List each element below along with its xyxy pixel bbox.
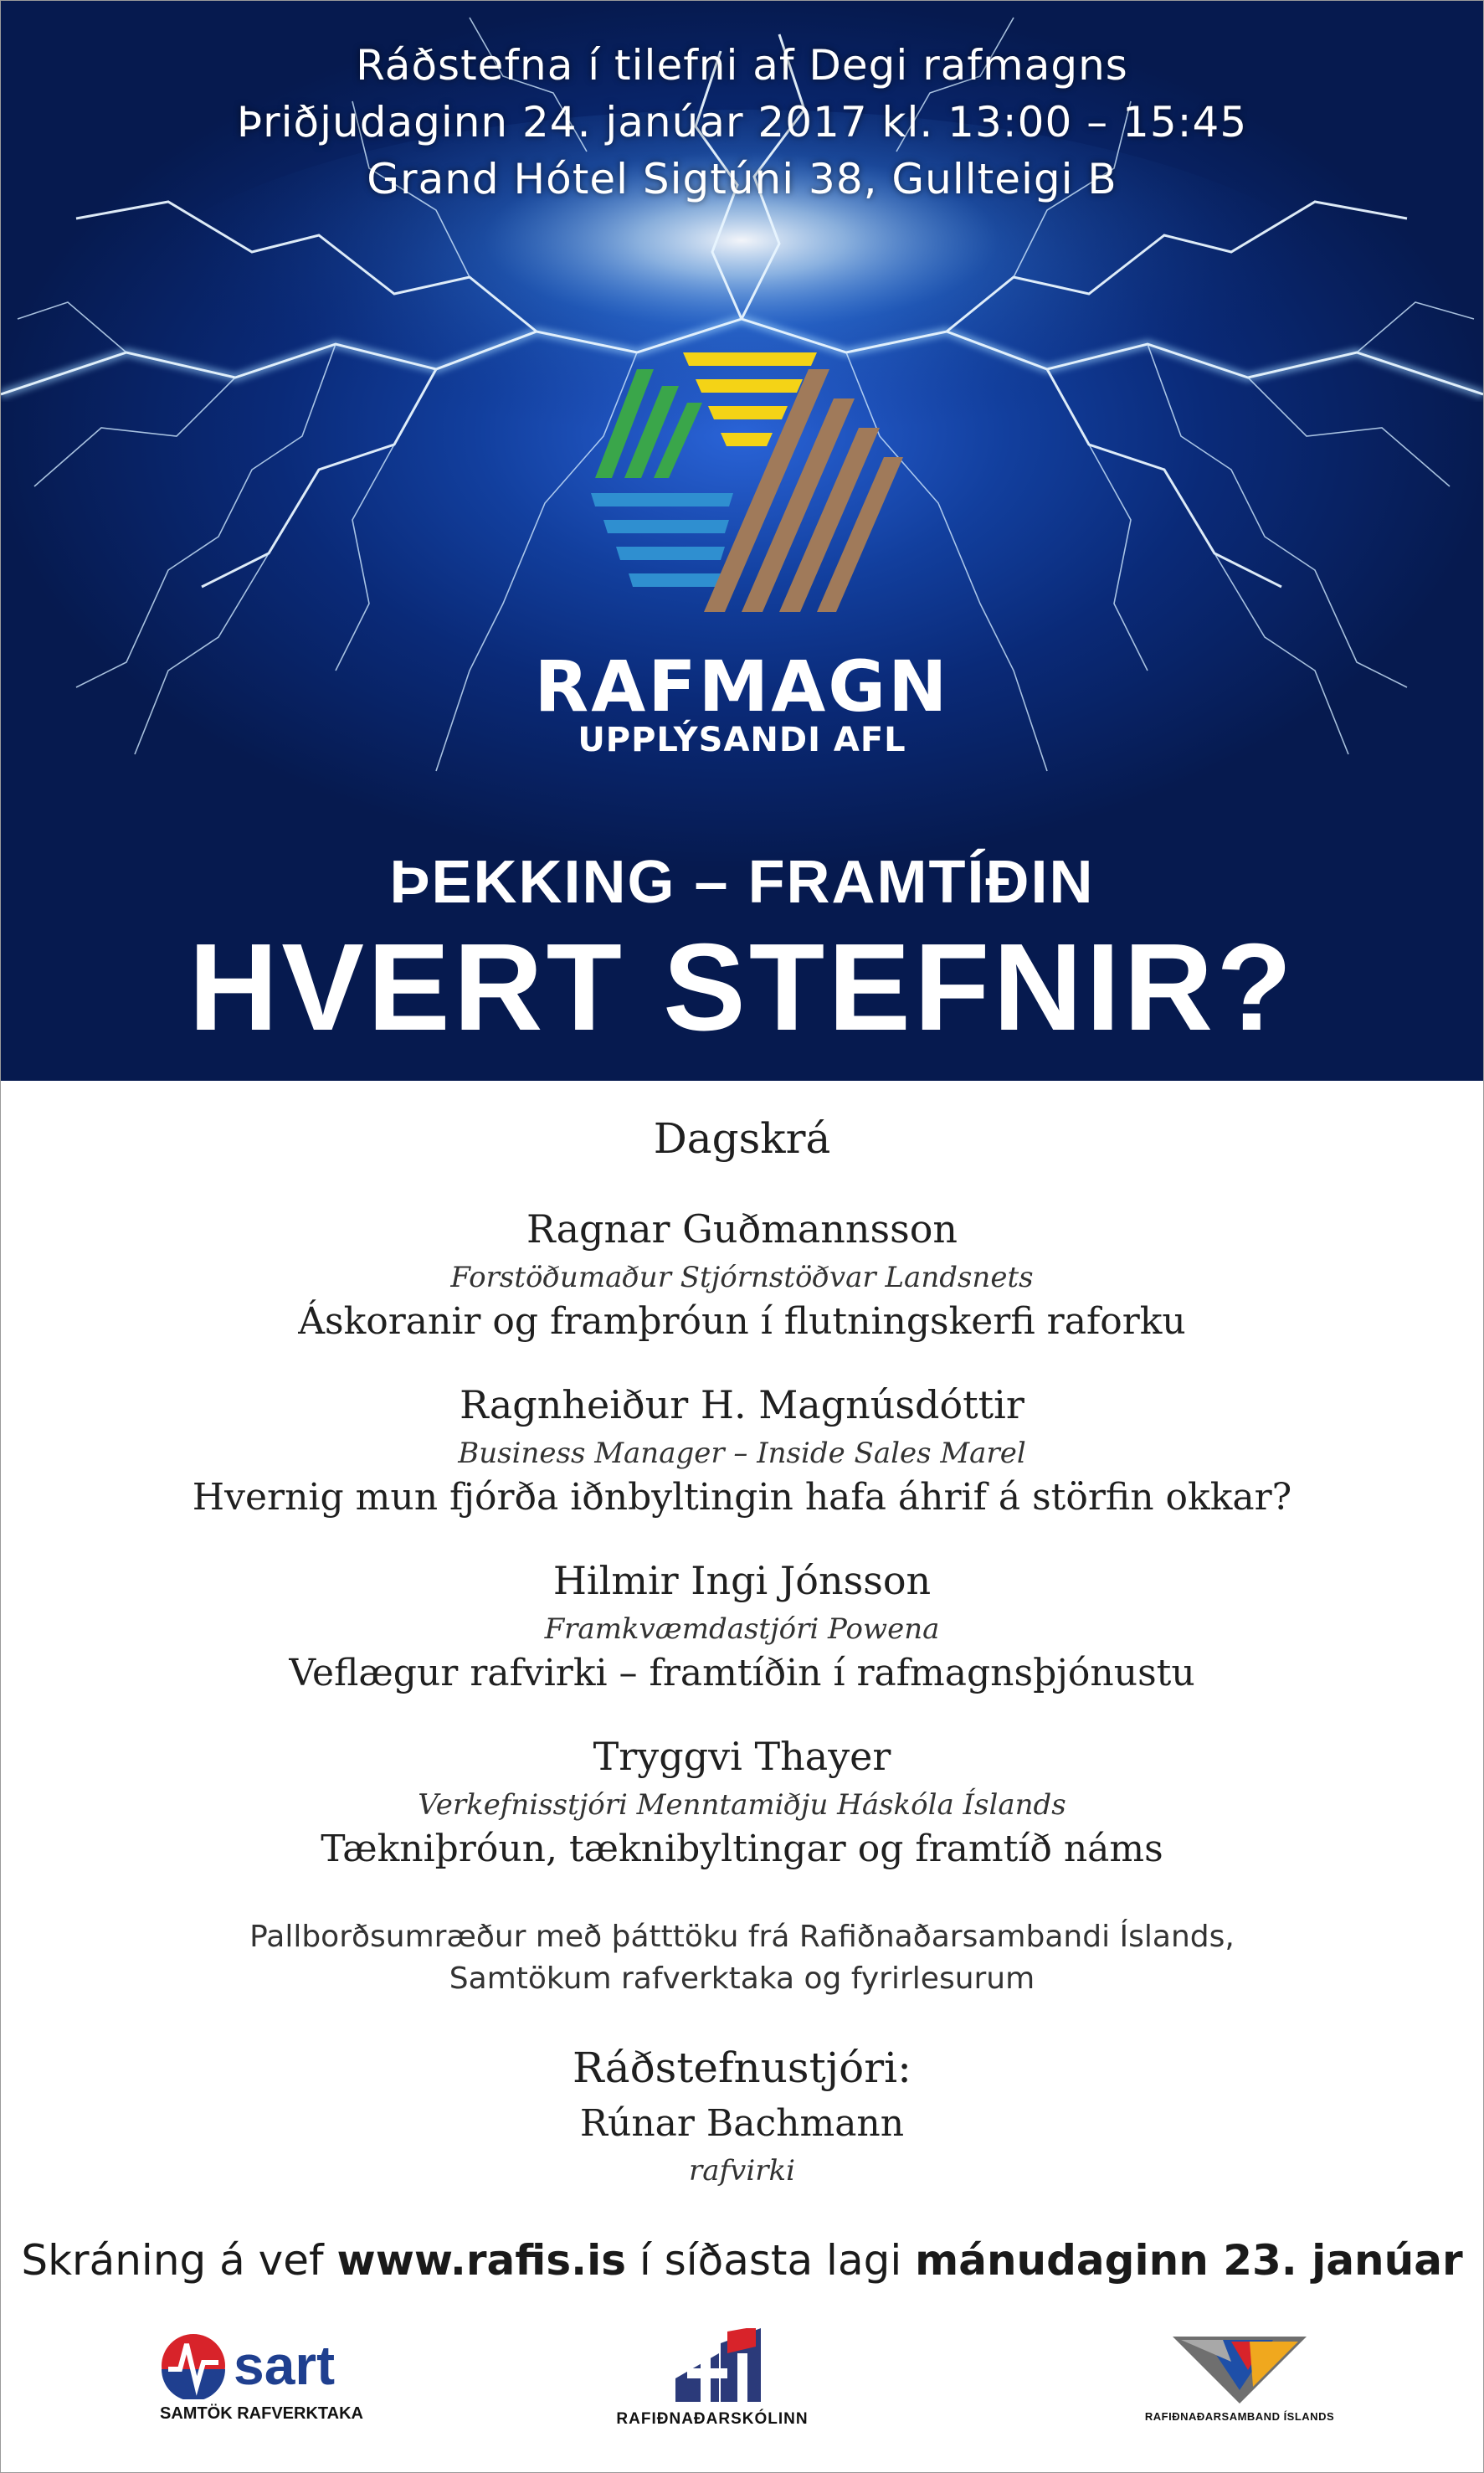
speaker-name: Tryggvi Thayer: [593, 1734, 891, 1779]
sart-wordmark: sart: [234, 2334, 336, 2396]
union-emblem-icon: [1173, 2337, 1307, 2404]
sart-logo: [160, 2332, 377, 2424]
brand-tagline: UPPLÝSANDI AFL: [578, 721, 906, 759]
hero-banner: [1, 1, 1483, 1081]
event-date: Þriðjudaginn 24. janúar 2017 kl. 13:00 – 15:45: [236, 98, 1248, 147]
chair-label: Ráðstefnustjóri:: [572, 2044, 912, 2092]
speaker-topic: Tækniþróun, tæknibyltingar og framtíð náms: [321, 1828, 1163, 1870]
union-logo: [1122, 2337, 1357, 2429]
speaker-name: Ragnar Guðmannsson: [526, 1206, 958, 1252]
chair-name: Rúnar Bachmann: [579, 2102, 905, 2145]
speaker-role: Verkefnisstjóri Menntamiðju Háskóla Íslands: [418, 1788, 1066, 1822]
headline-subtitle: ÞEKKING – FRAMTÍÐIN: [389, 849, 1095, 916]
agenda-title: Dagskrá: [653, 1114, 831, 1163]
registration-text: Skráning á vef: [21, 2236, 337, 2285]
speaker-role: Business Manager – Inside Sales Marel: [458, 1437, 1026, 1470]
event-title: Ráðstefna í tilefni af Degi rafmagns: [356, 41, 1128, 90]
speaker-topic: Veflægur rafvirki – framtíðin í rafmagnsþjónustu: [289, 1652, 1195, 1694]
speaker-role: Framkvæmdastjóri Powena: [544, 1612, 940, 1646]
school-caption: RAFIÐNAÐARSKÓLINN: [616, 2410, 809, 2428]
speaker-name: Hilmir Ingi Jónsson: [552, 1558, 932, 1603]
logo-blue-bars: [591, 493, 733, 587]
rafmagn-logo-icon: [587, 336, 905, 620]
school-logo: [603, 2328, 821, 2429]
registration-notice: [1, 2236, 1483, 2285]
headline-title: HVERT STEFNIR?: [188, 918, 1296, 1057]
speaker-topic: Hvernig mun fjórða iðnbyltingin hafa áhrif á störfin okkar?: [192, 1476, 1292, 1519]
sart-caption: SAMTÖK RAFVERKTAKA: [160, 2404, 363, 2423]
speaker-name: Ragnheiður H. Magnúsdóttir: [460, 1382, 1024, 1427]
speaker-role: Forstöðumaður Stjórnstöðvar Landsnets: [450, 1261, 1034, 1294]
event-location: Grand Hótel Sigtúni 38, Gullteigi B: [367, 155, 1117, 203]
logo-green-bars: [595, 369, 702, 478]
registration-text: í síðasta lagi: [626, 2236, 916, 2285]
union-caption: RAFIÐNAÐARSAMBAND ÍSLANDS: [1144, 2410, 1335, 2423]
panel-discussion-line1: Pallborðsumræður með þátttöku frá Rafiðnaðarsambandi Íslands,: [249, 1920, 1235, 1954]
chair-role: rafvirki: [689, 2154, 795, 2188]
school-emblem-icon: [669, 2328, 769, 2404]
panel-discussion-line2: Samtökum rafverktaka og fyrirlesurum: [449, 1961, 1035, 1996]
speaker-topic: Áskoranir og framþróun í flutningskerfi raforku: [298, 1300, 1186, 1343]
registration-deadline: mánudaginn 23. janúar: [915, 2236, 1463, 2285]
sart-emblem-icon: [160, 2332, 377, 2399]
registration-link[interactable]: www.rafis.is: [336, 2236, 627, 2285]
logo-brown-bars: [704, 369, 903, 612]
brand-name: RAFMAGN: [534, 645, 950, 728]
